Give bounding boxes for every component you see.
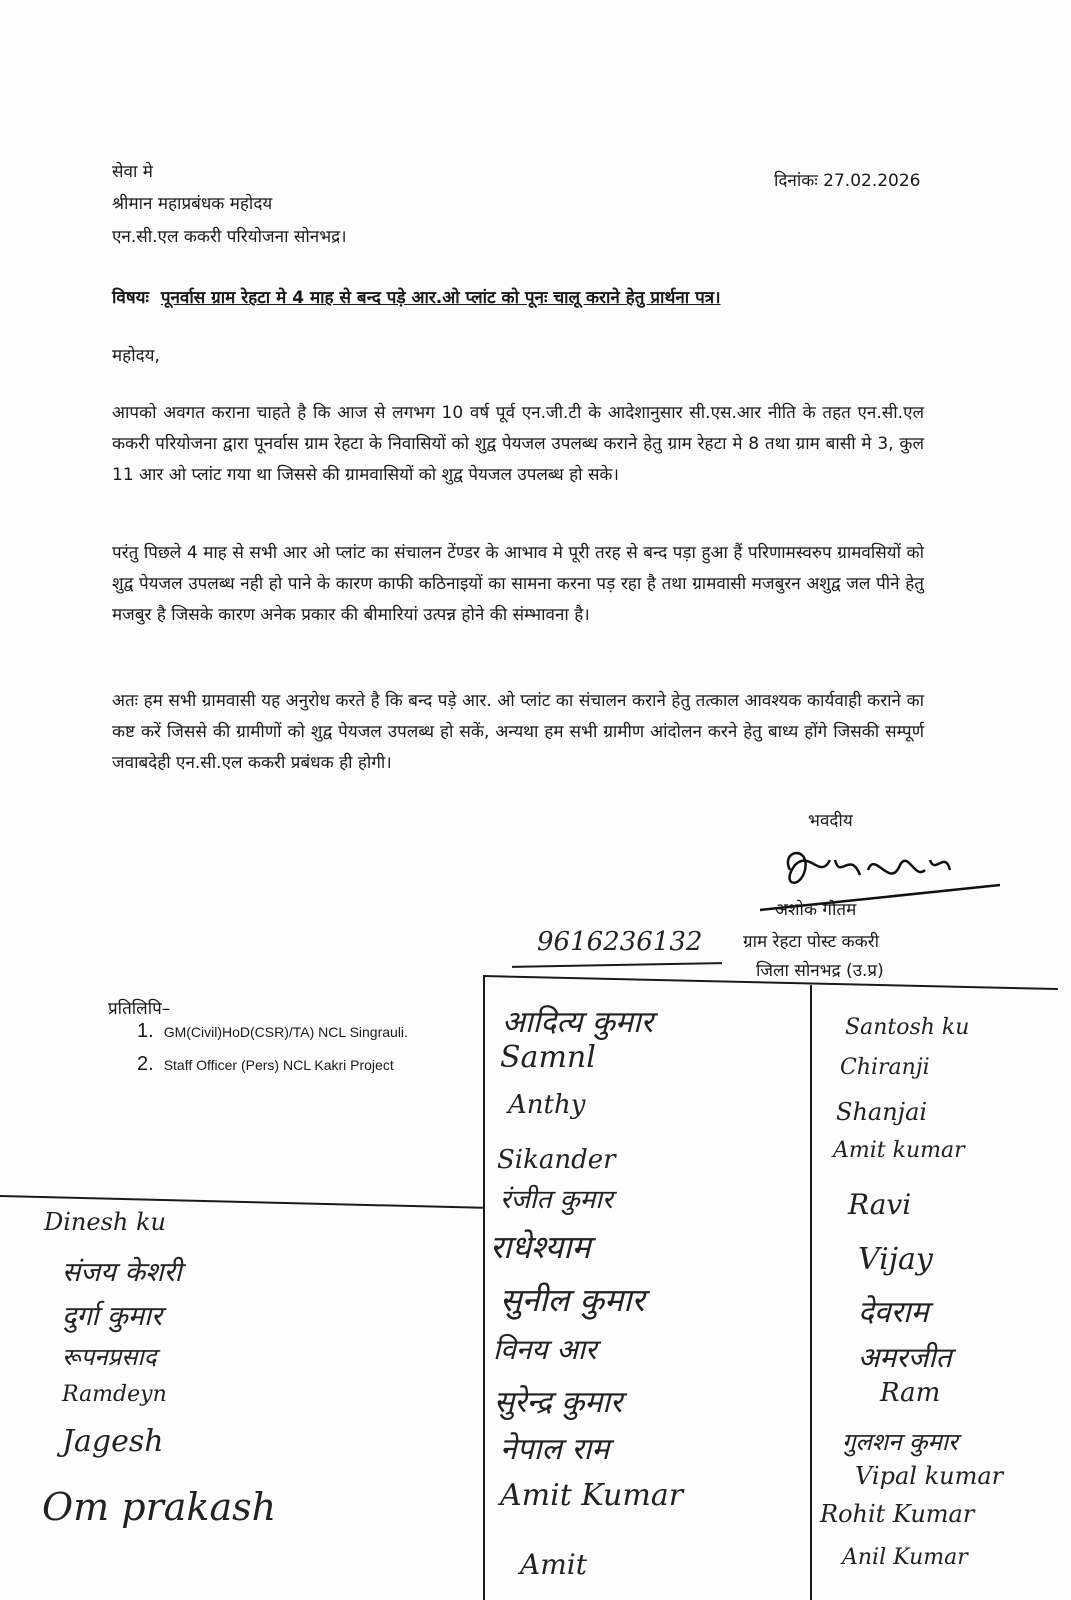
signature: Anil Kumar [842, 1545, 968, 1570]
signature: देवराम [858, 1295, 929, 1330]
grid-line-left-horizontal [0, 1195, 483, 1209]
signature: Santosh ku [845, 1015, 970, 1040]
grid-line-left-vertical [483, 975, 485, 1600]
signature: अमरजीत [858, 1341, 952, 1374]
sender-address2: जिला सोनभद्र (उ.प्र) [756, 961, 884, 981]
copy-to-item-2: 2. Staff Officer (Pers) NCL Kakri Project [137, 1053, 394, 1075]
subject-text: पूनर्वास ग्राम रेहटा मे 4 माह से बन्द पड़े आर.ओ प्लांट को पूनः चालू कराने हेतु प्रार्थना पत्र। [160, 288, 721, 308]
signature: दुर्गा कुमार [62, 1301, 163, 1332]
signature: Sikander [497, 1145, 616, 1175]
recipient-line1: श्रीमान महाप्रबंधक महोदय [112, 194, 273, 214]
signature: Amit kumar [833, 1138, 965, 1163]
signature: नेपाल राम [500, 1432, 610, 1467]
greeting: महोदय, [112, 346, 160, 366]
copy-to-label: प्रतिलिपि– [108, 999, 171, 1019]
signature: Amit [520, 1548, 587, 1581]
paragraph-3: अतः हम सभी ग्रामवासी यह अनुरोध करते है कि बन्द पड़े आर. ओ प्लांट का संचालन कराने हेतु तत्काल आवश्यक कार्यवाही कराने का कष्ट करें जिससे की ग्रामीणों को शुद्व पेयजल उपलब्ध हो सकें, अन्यथा हम सभी ग्रामीण आंदोलन करने हेतु बाध्य होंगे जिसकी सम्पूर्ण जवाबदेही एन.सी.एल ककरी प्रबंधक ही होगी। [112, 691, 924, 773]
sender-name: अशोक गौतम [775, 900, 857, 920]
signature: Om prakash [42, 1485, 277, 1529]
signature: गुलशन कुमार [842, 1428, 958, 1456]
phone-handwritten: 9616236132 [537, 927, 703, 957]
signature: राधेश्याम [490, 1228, 591, 1266]
salutation-to: सेवा मे [112, 162, 153, 182]
grid-line-right-vertical [810, 985, 812, 1600]
copy-to-item-1: 1. GM(Civil)HoD(CSR)/TA) NCL Singrauli. [137, 1020, 408, 1042]
signature: Anthy [508, 1090, 586, 1120]
signature: Samnl [500, 1040, 596, 1075]
signature: Jagesh [62, 1424, 164, 1459]
signature: सुनील कुमार [500, 1281, 645, 1319]
signature: Vijay [858, 1242, 933, 1277]
sender-address1: ग्राम रेहटा पोस्ट ककरी [743, 932, 880, 952]
subject-label: विषयः [112, 288, 149, 308]
signature: Ramdeyn [62, 1382, 167, 1407]
signature: Chiranji [840, 1055, 930, 1080]
signature: Ram [880, 1378, 941, 1408]
signature: Shanjai [836, 1098, 928, 1126]
signature: रूपनप्रसाद [62, 1343, 157, 1371]
signature: रंजीत कुमार [500, 1185, 613, 1215]
signature: सुरेन्द्र कुमार [494, 1385, 623, 1420]
subject-line [112, 287, 721, 309]
signature: विनय आर [493, 1333, 597, 1366]
signature: Dinesh ku [44, 1208, 166, 1236]
phone-underline [512, 962, 722, 968]
signature: Vipal kumar [855, 1462, 1004, 1490]
closing: भवदीय [808, 811, 853, 831]
recipient-line2: एन.सी.एल ककरी परियोजना सोनभद्र। [112, 227, 347, 247]
signature: संजय केशरी [62, 1257, 182, 1288]
signature: Rohit Kumar [820, 1500, 975, 1528]
paragraph-2: परंतु पिछले 4 माह से सभी आर ओ प्लांट का संचालन टेंण्डर के आभाव मे पूरी तरह से बन्द पड़ा हुआ हैं परिणामस्वरुप ग्रामवसियों को शुद्व पेयजल उपलब्ध नही हो पाने के कारण काफी कठिनाइयों का सामना करना पड़ रहा है तथा ग्रामवासी मजबुरन अशुद्व जल पीने हेतु मजबुर है जिसके कारण अनेक प्रकार की बीमारियां उत्पन्न होने की संम्भावना है। [112, 543, 924, 625]
signature: आदित्य कुमार [502, 1005, 654, 1040]
signature: Ravi [848, 1188, 912, 1221]
letter-date: दिनांकः 27.02.2026 [774, 171, 921, 191]
paragraph-1: आपको अवगत कराना चाहते है कि आज से लगभग 10 वर्ष पूर्व एन.जी.टी के आदेशानुसार सी.एस.आर नीति के तहत एन.सी.एल ककरी परियोजना द्वारा पूनर्वास ग्राम रेहटा के निवासियों को शुद्व पेयजल उपलब्ध कराने हेतु ग्राम रेहटा मे 8 तथा ग्राम बासी मे 3, कुल 11 आर ओ प्लांट गया था जिससे की ग्रामवासियों को शुद्व पेयजल उपलब्ध हो सके। [112, 403, 924, 485]
signature: Amit Kumar [500, 1478, 684, 1513]
